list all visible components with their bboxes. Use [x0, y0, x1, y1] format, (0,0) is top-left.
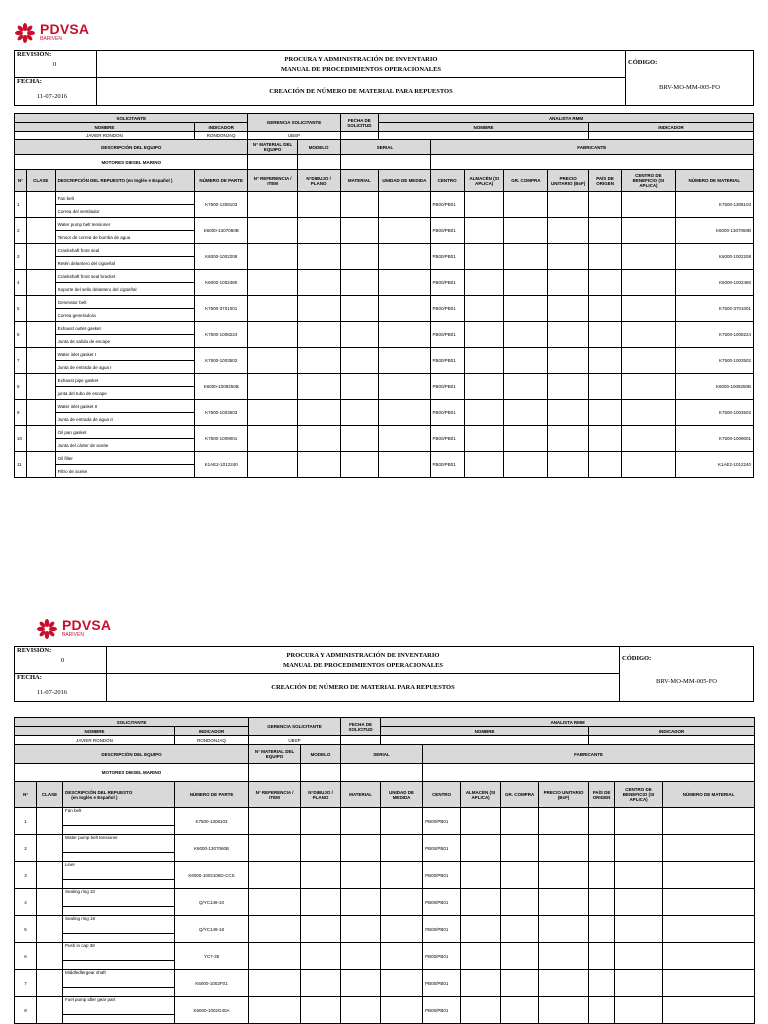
col-precio: PRECIO UNITARIO (BsF)	[548, 170, 589, 192]
col-nro-material: NÚMERO DE MATERIAL	[663, 782, 755, 808]
row-number: 6	[15, 943, 37, 970]
table-row	[15, 192, 754, 205]
row-parte: K6000-1002480	[194, 270, 248, 296]
row-parte: K6000-1002208	[194, 244, 248, 270]
row-centro: PB00/PB01	[430, 348, 464, 374]
row-number: 8	[15, 374, 27, 400]
revision-cell	[15, 647, 107, 674]
table-row	[15, 348, 754, 361]
row-desc-es: Tensor de correa de bomba de agua	[55, 231, 194, 244]
revision-value: 0	[53, 61, 57, 68]
row-clase	[26, 348, 55, 374]
row-desc-en: Liner	[63, 862, 175, 880]
analista-indicador-header: INDICADOR	[588, 123, 753, 132]
row-number: 9	[15, 400, 27, 426]
row-number: 7	[15, 348, 27, 374]
col-desc: DESCRIPCIÓN DEL REPUESTO (en Inglés e Español )	[55, 170, 194, 192]
solicitante-header: SOLICITANTE	[15, 114, 248, 123]
document-header	[14, 646, 754, 702]
col-pais: PAÍS DE ORIGEN	[589, 782, 615, 808]
fecha-solicitud-header: FECHA DE SOLICITUD	[341, 718, 381, 736]
row-centro: PB00/PB01	[423, 862, 461, 889]
row-clase	[37, 835, 63, 862]
revision-label: REVISIÓN:	[17, 647, 52, 654]
row-desc-en: Sealing ring 10	[63, 889, 175, 907]
row-desc-en: Oil pan gasket	[55, 426, 194, 439]
col-parte: NÚMERO DE PARTE	[175, 782, 249, 808]
row-nro-material: K6000-1002208	[675, 244, 753, 270]
gerencia-header: GERENCIA SOLICITANTE	[249, 718, 341, 736]
row-clase	[37, 943, 63, 970]
row-parte: K7500-1308103	[175, 808, 249, 835]
revision-cell	[15, 51, 97, 78]
desc-equipo-header: DESCRIPCIÓN DEL EQUIPO	[15, 745, 249, 764]
row-nro-material	[663, 835, 755, 862]
row-nro-material: K7500-1003502	[675, 348, 753, 374]
row-number: 3	[15, 244, 27, 270]
row-number: 6	[15, 322, 27, 348]
row-desc-es: Correa del ventilador	[55, 205, 194, 218]
row-desc-en: Water inlet gasket II	[55, 400, 194, 413]
row-nro-material: K6000-1307060B	[675, 218, 753, 244]
solicitante-nombre: JAVIER RONDON	[15, 736, 175, 745]
row-centro: PB00/PB01	[423, 970, 461, 997]
row-clase	[26, 374, 55, 400]
title-block	[107, 647, 620, 674]
fecha-solicitud-header: FECHA DE SOLICITUD	[340, 114, 379, 132]
row-desc-es: Soporte del sello delantero del cigüeñal	[55, 283, 194, 296]
row-clase	[37, 889, 63, 916]
row-nro-material: K7500-1009001	[675, 426, 753, 452]
table-row	[15, 889, 755, 907]
row-clase	[26, 218, 55, 244]
row-clase	[26, 426, 55, 452]
row-number: 8	[15, 997, 37, 1024]
header-line1: PROCURA Y ADMINISTRACIÓN DE INVENTARIO	[284, 55, 438, 63]
col-n: N°	[15, 782, 37, 808]
request-form	[14, 717, 755, 1024]
col-unidad: UNIDAD DE MEDIDA	[379, 170, 430, 192]
codigo-cell	[626, 51, 754, 106]
row-parte: Q/YC149-10	[175, 889, 249, 916]
row-number: 2	[15, 835, 37, 862]
col-material: MATERIAL	[341, 782, 381, 808]
brand-name: PDVSA	[40, 21, 90, 37]
nro-material-equipo-header: N° MATERIAL DEL EQUIPO	[248, 140, 297, 155]
row-nro-material	[663, 889, 755, 916]
row-centro: PB00/PB01	[430, 218, 464, 244]
document-title: CREACIÓN DE NÚMERO DE MATERIAL PARA REPUESTOS	[97, 78, 626, 106]
table-row	[15, 943, 755, 961]
row-desc-es	[63, 934, 175, 943]
table-row	[15, 862, 755, 880]
row-desc-es	[63, 880, 175, 889]
col-clase: CLASE	[37, 782, 63, 808]
row-desc-es: Junta de entrada de agua I	[55, 361, 194, 374]
solicitante-indicador: RONDONJAQ	[194, 132, 248, 140]
row-parte: K7500-3701001	[194, 296, 248, 322]
row-number: 11	[15, 452, 27, 478]
row-parte: K6000-1002G40A	[175, 997, 249, 1024]
row-parte: K7500-1009001	[194, 426, 248, 452]
row-desc-en: Middledlergear shaft	[63, 970, 175, 988]
row-nro-material	[663, 943, 755, 970]
fabricante-header: FABRICANTE	[430, 140, 753, 155]
row-centro: PB00/PB01	[430, 244, 464, 270]
row-nro-material	[663, 997, 755, 1024]
modelo-header: MODELO	[297, 140, 340, 155]
table-row	[15, 400, 754, 413]
row-desc-en: Fan belt	[55, 192, 194, 205]
row-number: 3	[15, 862, 37, 889]
nombre-header: NOMBRE	[15, 123, 195, 132]
row-nro-material	[663, 970, 755, 997]
row-parte: K6000-1008250B	[194, 374, 248, 400]
header-line2: MANUAL DE PROCEDIMIENTOS OPERACIONALES	[282, 661, 444, 669]
brand-sub: BARIVEN	[62, 632, 84, 638]
brand-sub: BARIVEN	[40, 36, 62, 42]
row-clase	[37, 862, 63, 889]
row-parte: K7500-1308103	[194, 192, 248, 218]
row-number: 2	[15, 218, 27, 244]
row-desc-es	[63, 907, 175, 916]
row-clase	[37, 916, 63, 943]
indicador-header: INDICADOR	[175, 727, 249, 736]
table-row	[15, 452, 754, 465]
row-desc-en: Push in cap 38	[63, 943, 175, 961]
fecha-value: 11-07-2016	[37, 93, 68, 100]
row-nro-material: K1AE2-1012240	[675, 452, 753, 478]
col-ref: N° REFERENCIA / ITEM	[249, 782, 301, 808]
row-desc-en: Oil filter	[55, 452, 194, 465]
row-centro: PB00/PB01	[430, 322, 464, 348]
row-number: 5	[15, 296, 27, 322]
row-clase	[26, 296, 55, 322]
row-parte: K1AE2-1012240	[194, 452, 248, 478]
header-line1: PROCURA Y ADMINISTRACIÓN DE INVENTARIO	[286, 651, 440, 659]
row-desc-es	[63, 988, 175, 997]
row-parte: K7500-1008224	[194, 322, 248, 348]
row-number: 5	[15, 916, 37, 943]
row-clase	[26, 192, 55, 218]
gerencia-value: UBSP	[248, 132, 340, 140]
row-clase	[26, 452, 55, 478]
col-ref: N° REFERENCIA / ITEM	[248, 170, 297, 192]
gerencia-value: UBSP	[249, 736, 341, 745]
row-number: 4	[15, 889, 37, 916]
row-centro: PB00/PB01	[430, 192, 464, 218]
row-number: 4	[15, 270, 27, 296]
pdvsa-logo	[14, 22, 754, 48]
col-precio: PRECIO UNITARIO (BsF)	[539, 782, 589, 808]
fabricante-header: FABRICANTE	[423, 745, 755, 764]
col-centro: CENTRO	[423, 782, 461, 808]
solicitante-indicador: RONDONJAQ	[175, 736, 249, 745]
row-nro-material: K7500-1003503	[675, 400, 753, 426]
row-desc-en: Water pump belt tensioner	[63, 835, 175, 853]
document-header	[14, 50, 754, 106]
row-clase	[26, 322, 55, 348]
serial-header: SERIAL	[341, 745, 423, 764]
row-number: 10	[15, 426, 27, 452]
row-nro-material	[663, 808, 755, 835]
table-row	[15, 997, 755, 1015]
fecha-cell	[15, 78, 97, 106]
col-unidad: UNIDAD DE MEDIDA	[381, 782, 423, 808]
row-parte: K6000-1307060B	[175, 835, 249, 862]
codigo-value: BRV-MO-MM-005-FO	[659, 84, 720, 91]
document-page-2	[14, 618, 754, 1024]
col-parte: NÚMERO DE PARTE	[194, 170, 248, 192]
row-desc-es: Junta del cárter de aceite	[55, 439, 194, 452]
row-desc-es: junta del tubo de escape	[55, 387, 194, 400]
col-material: MATERIAL	[340, 170, 379, 192]
analista-nombre-header: NOMBRE	[379, 123, 589, 132]
codigo-value: BRV-MO-MM-005-FO	[656, 678, 717, 685]
row-number: 7	[15, 970, 37, 997]
solicitante-nombre: JAVIER RONDON	[15, 132, 195, 140]
col-centro: CENTRO	[430, 170, 464, 192]
serial-header: SERIAL	[340, 140, 430, 155]
row-clase	[26, 244, 55, 270]
row-centro: PB00/PB01	[423, 889, 461, 916]
revision-value: 0	[61, 657, 65, 664]
row-centro: PB00/PB01	[430, 374, 464, 400]
header-line2: MANUAL DE PROCEDIMIENTOS OPERACIONALES	[280, 65, 442, 73]
row-desc-en: Fan belt	[63, 808, 175, 826]
row-centro: PB00/PB01	[423, 835, 461, 862]
request-form	[14, 113, 754, 478]
row-desc-en: Fuel pump idler gear part	[63, 997, 175, 1015]
row-desc-en: Crankshaft front seal bracket	[55, 270, 194, 283]
col-almacen: ALMACÉN (SI APLICA)	[461, 782, 501, 808]
row-clase	[26, 400, 55, 426]
fecha-label: FECHA:	[17, 674, 42, 681]
table-row	[15, 374, 754, 387]
col-dibujo: N°DIBUJO / PLANO	[297, 170, 340, 192]
row-desc-es	[63, 1015, 175, 1024]
row-centro: PB00/PB01	[423, 997, 461, 1024]
row-centro: PB00/PB01	[430, 426, 464, 452]
table-row	[15, 426, 754, 439]
col-desc: DESCRIPCIÓN DEL REPUESTO (en Inglés e Español )	[63, 782, 175, 808]
row-nro-material: K6000-1008250B	[675, 374, 753, 400]
nro-material-equipo-header: N° MATERIAL DEL EQUIPO	[249, 745, 301, 764]
col-beneficio: CENTRO DE BENEFICIO (SI APLICA)	[615, 782, 663, 808]
row-desc-es: Junta de entrada de agua II	[55, 413, 194, 426]
col-pais: PAÍS DE ORIGEN	[588, 170, 621, 192]
row-parte: Q/YC149-18	[175, 916, 249, 943]
row-desc-es: Junta de salida de escape	[55, 335, 194, 348]
modelo-header: MODELO	[301, 745, 341, 764]
row-desc-es: Filtro de aceite	[55, 465, 194, 478]
row-clase	[37, 997, 63, 1024]
col-gr: GR. COMPRA	[504, 170, 548, 192]
row-parte: K6000-1002106D-CCS	[175, 862, 249, 889]
table-row	[15, 322, 754, 335]
col-nro-material: NÚMERO DE MATERIAL	[675, 170, 753, 192]
row-clase	[37, 970, 63, 997]
document-page-1	[14, 22, 754, 478]
col-n: N°	[15, 170, 27, 192]
row-desc-en: Exhaust pipe gasket	[55, 374, 194, 387]
row-clase	[37, 808, 63, 835]
fecha-label: FECHA:	[17, 78, 42, 85]
solicitante-header: SOLICITANTE	[15, 718, 249, 727]
row-nro-material: K7500-3701001	[675, 296, 753, 322]
row-centro: PB00/PB01	[423, 943, 461, 970]
indicador-header: INDICADOR	[194, 123, 248, 132]
row-parte: K6000-1307060B	[194, 218, 248, 244]
row-centro: PB00/PB01	[423, 808, 461, 835]
row-desc-es	[63, 826, 175, 835]
table-row	[15, 296, 754, 309]
pdvsa-sun-icon	[36, 618, 58, 640]
row-desc-en: Crankshaft front seal	[55, 244, 194, 257]
row-desc-es	[63, 853, 175, 862]
row-centro: PB00/PB01	[430, 400, 464, 426]
row-parte: YC7-38	[175, 943, 249, 970]
row-centro: PB00/PB01	[430, 296, 464, 322]
fecha-value: 11-07-2016	[37, 689, 68, 696]
row-desc-en: Generator belt	[55, 296, 194, 309]
pdvsa-sun-icon	[14, 22, 36, 44]
col-clase: CLASE	[26, 170, 55, 192]
row-centro: PB00/PB01	[430, 270, 464, 296]
codigo-cell	[620, 647, 754, 702]
col-gr: GR. COMPRA	[501, 782, 539, 808]
row-nro-material: K7500-1008224	[675, 322, 753, 348]
pdvsa-logo	[14, 618, 754, 644]
gerencia-header: GERENCIA SOLICITANTE	[248, 114, 340, 132]
analista-nombre-header: NOMBRE	[381, 727, 589, 736]
desc-equipo-header: DESCRIPCIÓN DEL EQUIPO	[15, 140, 248, 155]
revision-label: REVISIÓN:	[17, 51, 52, 58]
row-number: 1	[15, 192, 27, 218]
row-parte: K7500-1003502	[194, 348, 248, 374]
items-table-1	[15, 192, 754, 478]
codigo-label: CÓDIGO:	[628, 59, 658, 66]
items-table-2	[15, 808, 755, 1024]
codigo-label: CÓDIGO:	[622, 655, 652, 662]
row-nro-material	[663, 862, 755, 889]
row-centro: PB00/PB01	[430, 452, 464, 478]
row-nro-material: K7500-1308103	[675, 192, 753, 218]
col-almacen: ALMACÉN (SI APLICA)	[464, 170, 504, 192]
table-row	[15, 244, 754, 257]
row-clase	[26, 270, 55, 296]
fecha-cell	[15, 674, 107, 702]
analista-header: ANALISTA RMM	[381, 718, 755, 727]
col-dibujo: N°DIBUJO / PLANO	[301, 782, 341, 808]
row-desc-en: Water inlet gasket I	[55, 348, 194, 361]
row-centro: PB00/PB01	[423, 916, 461, 943]
brand-name: PDVSA	[62, 617, 112, 633]
title-block	[97, 51, 626, 78]
row-desc-es	[63, 961, 175, 970]
nombre-header: NOMBRE	[15, 727, 175, 736]
row-number: 1	[15, 808, 37, 835]
table-row	[15, 270, 754, 283]
analista-indicador-header: INDICADOR	[589, 727, 755, 736]
table-row	[15, 970, 755, 988]
document-title: CREACIÓN DE NÚMERO DE MATERIAL PARA REPUESTOS	[107, 674, 620, 702]
row-desc-es: Retén delantero del cigüeñal	[55, 257, 194, 270]
table-row	[15, 835, 755, 853]
row-parte: K7500-1003503	[194, 400, 248, 426]
table-row	[15, 916, 755, 934]
col-beneficio: CENTRO DE BENEFICIO (SI APLICA)	[622, 170, 676, 192]
equipo-value: MOTORES DIESEL MARINO	[15, 764, 249, 782]
row-desc-en: Water pump belt tensioner	[55, 218, 194, 231]
row-parte: K6000-1002F01	[175, 970, 249, 997]
row-desc-en: Sealing ring 18	[63, 916, 175, 934]
analista-header: ANALISTA RMM	[379, 114, 754, 123]
table-row	[15, 218, 754, 231]
equipo-value: MOTORES DIESEL MARINO	[15, 155, 248, 170]
row-desc-es: Correa generadora	[55, 309, 194, 322]
row-desc-en: Exhaust outlet gasket	[55, 322, 194, 335]
row-nro-material: K6000-1002480	[675, 270, 753, 296]
row-nro-material	[663, 916, 755, 943]
table-row	[15, 808, 755, 826]
